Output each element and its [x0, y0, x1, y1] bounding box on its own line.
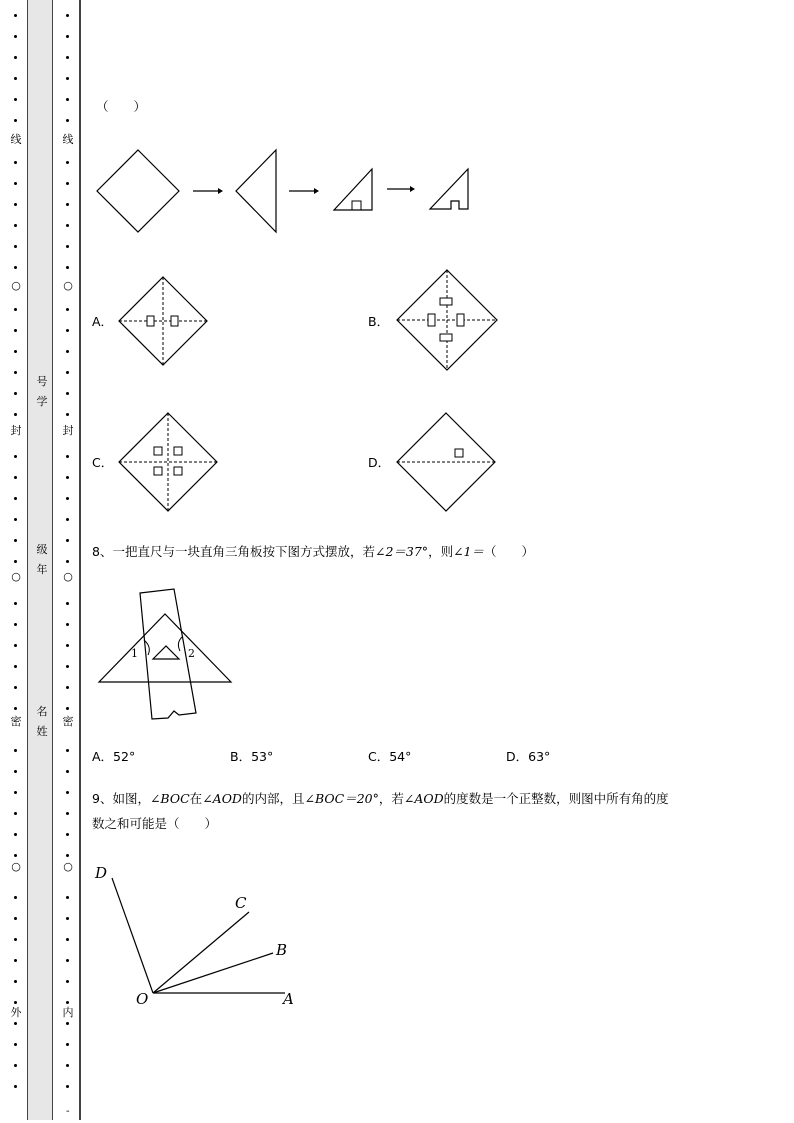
cut-triangle — [430, 169, 468, 209]
binding-dot — [66, 35, 69, 38]
q7-option-d-label: D． — [368, 455, 391, 470]
binding-dot — [66, 308, 69, 311]
binding-dot — [14, 938, 17, 941]
ray-od — [112, 878, 153, 993]
binding-dot — [66, 350, 69, 353]
binding-dot — [14, 980, 17, 983]
binding-dot — [14, 602, 17, 605]
binding-mark: ○ — [59, 571, 77, 583]
binding-mark: ○ — [59, 861, 77, 873]
binding-dot — [14, 350, 17, 353]
binding-dot — [14, 1001, 17, 1004]
binding-dot — [14, 665, 17, 668]
binding-margin — [0, 0, 82, 1123]
q9-angle-figure — [90, 860, 310, 1020]
point-o-label: O — [136, 990, 149, 1008]
binding-dot — [66, 770, 69, 773]
binding-dot — [66, 707, 69, 710]
binding-dot — [66, 224, 69, 227]
q7-option-c-figure — [118, 412, 218, 512]
angle-1-label: 1 — [131, 647, 138, 660]
binding-dot — [66, 518, 69, 521]
binding-mark: 线 — [7, 134, 25, 146]
point-d-label: D — [95, 864, 108, 882]
binding-dot — [14, 518, 17, 521]
binding-mark: 内 — [59, 1007, 77, 1019]
binding-dot — [66, 539, 69, 542]
binding-dot — [66, 182, 69, 185]
outer-dotted-line — [9, 0, 23, 1123]
folded-right-triangle — [334, 169, 372, 210]
binding-dot — [66, 665, 69, 668]
binding-dot — [14, 539, 17, 542]
ray-oc — [153, 912, 249, 993]
binding-dot — [14, 707, 17, 710]
binding-dot — [14, 833, 17, 836]
arrowhead-2 — [314, 188, 319, 194]
binding-dot — [66, 203, 69, 206]
angle-2-label: 2 — [188, 647, 195, 660]
q8-option-c: C．54° — [368, 749, 412, 764]
q7-answer-paren: （ ） — [96, 99, 147, 114]
binding-dot — [14, 476, 17, 479]
q7-folding-sequence-figure — [90, 145, 490, 240]
grey-band-right-edge — [79, 0, 81, 1120]
binding-dot — [14, 119, 17, 122]
binding-dot — [66, 623, 69, 626]
binding-dot — [14, 77, 17, 80]
binding-dot — [14, 917, 17, 920]
bottom-dash: - — [66, 1106, 70, 1117]
binding-dot — [66, 980, 69, 983]
folded-triangle — [236, 150, 276, 232]
binding-dot — [66, 686, 69, 689]
binding-dot — [66, 833, 69, 836]
arrowhead-1 — [218, 188, 223, 194]
binding-dot — [14, 203, 17, 206]
point-b-label: B — [276, 941, 288, 959]
binding-dot — [66, 56, 69, 59]
cut-square-mark — [352, 201, 361, 210]
binding-dot — [66, 476, 69, 479]
binding-mark: ○ — [7, 280, 25, 292]
binding-dot — [14, 14, 17, 17]
q7-option-a-label: A． — [92, 314, 114, 329]
binding-dot — [66, 602, 69, 605]
binding-mark: 封 — [59, 425, 77, 437]
q7-option-c-label: C． — [92, 455, 114, 470]
binding-dot — [66, 938, 69, 941]
binding-dot — [66, 854, 69, 857]
binding-dot — [66, 392, 69, 395]
binding-dot — [66, 749, 69, 752]
point-c-label: C — [235, 894, 247, 912]
binding-mark: 封 — [7, 425, 25, 437]
inner-dotted-line — [61, 0, 75, 1123]
binding-dot — [14, 959, 17, 962]
binding-dot — [66, 245, 69, 248]
binding-dot — [14, 1064, 17, 1067]
binding-dot — [14, 560, 17, 563]
binding-dot — [14, 686, 17, 689]
binding-dot — [66, 644, 69, 647]
binding-mark: 密 — [59, 716, 77, 728]
q7-option-b-figure — [396, 269, 500, 373]
binding-dot — [66, 98, 69, 101]
binding-mark: ○ — [7, 861, 25, 873]
exam-content — [90, 0, 780, 1123]
binding-dot — [66, 161, 69, 164]
q8-option-a: A．52° — [92, 749, 136, 764]
binding-dot — [14, 644, 17, 647]
q7-option-b-label: B． — [368, 314, 390, 329]
binding-dot — [14, 770, 17, 773]
grade-label: 级年 — [36, 543, 48, 576]
q8-ruler-triangle-figure — [90, 585, 240, 725]
binding-mark: 密 — [7, 716, 25, 728]
binding-dot — [14, 392, 17, 395]
binding-dot — [14, 749, 17, 752]
q8-option-d: D．63° — [506, 749, 551, 764]
binding-dot — [66, 1064, 69, 1067]
binding-dot — [14, 245, 17, 248]
binding-dot — [14, 224, 17, 227]
binding-dot — [14, 791, 17, 794]
right-triangle — [99, 614, 231, 682]
binding-dot — [66, 791, 69, 794]
binding-dot — [66, 1022, 69, 1025]
binding-mark: ○ — [7, 571, 25, 583]
binding-dot — [14, 35, 17, 38]
binding-dot — [66, 14, 69, 17]
q7-option-d-figure — [396, 412, 496, 512]
binding-dot — [66, 1043, 69, 1046]
binding-dot — [66, 455, 69, 458]
binding-mark: 外 — [7, 1007, 25, 1019]
binding-dot — [66, 119, 69, 122]
binding-dot — [66, 560, 69, 563]
binding-dot — [66, 77, 69, 80]
binding-dot — [14, 455, 17, 458]
binding-mark: ○ — [59, 280, 77, 292]
binding-dot — [14, 1043, 17, 1046]
q7-option-a-figure — [118, 276, 210, 368]
binding-dot — [14, 623, 17, 626]
binding-dot — [14, 98, 17, 101]
binding-dot — [66, 266, 69, 269]
q9-stem-line1: 9、如图，∠BOC在∠AOD的内部，且∠BOC＝20°，若∠AOD的度数是一个正整数，则图中所有角的度 — [92, 791, 669, 806]
binding-dot — [66, 917, 69, 920]
binding-dot — [66, 413, 69, 416]
point-a-label: A — [283, 990, 294, 1008]
binding-dot — [66, 896, 69, 899]
binding-dot — [14, 413, 17, 416]
binding-dot — [14, 329, 17, 332]
binding-dot — [66, 497, 69, 500]
inner-triangle-cutout — [153, 646, 179, 659]
binding-dot — [14, 308, 17, 311]
binding-dot — [14, 1022, 17, 1025]
binding-dot — [14, 56, 17, 59]
binding-dot — [66, 329, 69, 332]
q8-option-b: B．53° — [230, 749, 274, 764]
ray-ob — [153, 953, 273, 993]
binding-dot — [14, 266, 17, 269]
binding-dot — [66, 371, 69, 374]
binding-dot — [14, 854, 17, 857]
binding-dot — [66, 1085, 69, 1088]
binding-dot — [14, 182, 17, 185]
q8-stem: 8、一把直尺与一块直角三角板按下图方式摆放，若∠2＝37°，则∠1＝（ ） — [92, 544, 535, 559]
angle-2-arc — [178, 637, 182, 651]
binding-dot — [14, 1085, 17, 1088]
binding-dot — [14, 161, 17, 164]
binding-dot — [14, 812, 17, 815]
binding-mark: 线 — [59, 134, 77, 146]
binding-dot — [66, 1001, 69, 1004]
student-number-label: 号学 — [36, 375, 48, 408]
name-label: 名姓 — [36, 705, 48, 738]
paper-square — [97, 150, 179, 232]
arrowhead-3 — [410, 186, 415, 192]
binding-dot — [14, 896, 17, 899]
binding-dot — [14, 497, 17, 500]
q9-stem-line2: 数之和可能是（ ） — [92, 816, 218, 831]
binding-dot — [66, 959, 69, 962]
binding-dot — [14, 371, 17, 374]
binding-dot — [66, 812, 69, 815]
